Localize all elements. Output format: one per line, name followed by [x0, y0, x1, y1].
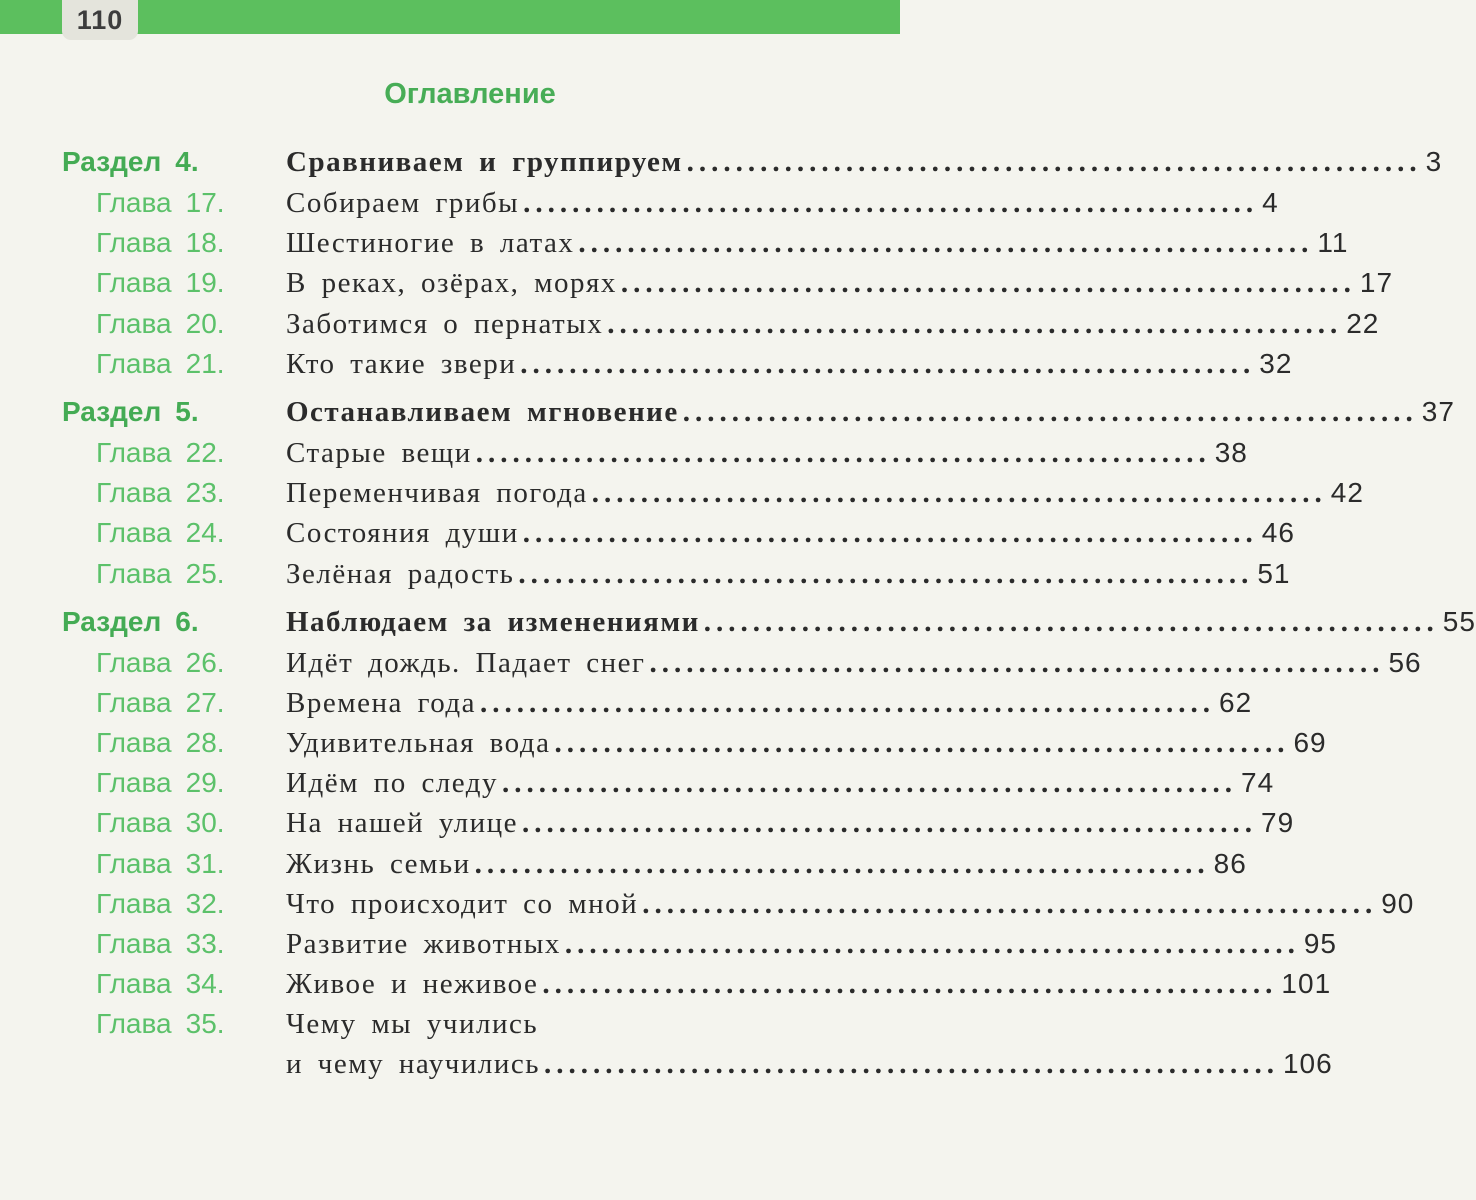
toc-entry — [286, 554, 1291, 594]
label-number: 29. — [185, 767, 225, 799]
entry-page-number: 11 — [1317, 227, 1349, 259]
toc-entry — [286, 924, 1337, 964]
label-number: 28. — [185, 727, 225, 759]
dot-leader: ............................................................ — [591, 477, 1327, 510]
label-number: 21. — [185, 347, 225, 379]
toc-chapter-row — [0, 304, 1380, 344]
page-number: 110 — [76, 4, 124, 35]
toc-entry — [286, 223, 1349, 263]
dot-leader: ............................................................ — [502, 767, 1238, 800]
toc-section-row — [0, 392, 1455, 433]
label-word: Глава — [96, 767, 172, 799]
entry-title-line1: Чему мы учились — [286, 1008, 539, 1041]
toc-chapter-row — [0, 554, 1291, 594]
toc-section-row — [0, 142, 1443, 183]
entry-page-number: 69 — [1293, 727, 1327, 759]
chapter-label — [96, 183, 225, 223]
toc-chapter-row — [0, 513, 1295, 553]
label-word: Глава — [96, 267, 172, 299]
label-number: 34. — [185, 968, 225, 1000]
entry-title: Переменчивая погода — [286, 477, 588, 510]
toc-chapter-row — [0, 473, 1364, 513]
entry-title: В реках, озёрах, морях — [286, 267, 617, 300]
label-number: 31. — [185, 847, 225, 879]
dot-leader: ............................................................ — [480, 686, 1216, 719]
label-number: 5. — [175, 395, 199, 427]
chapter-label — [96, 683, 225, 723]
dot-leader: ............................................................ — [520, 347, 1256, 380]
label-number: 30. — [185, 807, 225, 839]
entry-page-number: 74 — [1241, 767, 1275, 799]
dot-leader: ............................................................ — [522, 807, 1258, 840]
entry-page-number: 79 — [1261, 807, 1295, 839]
label-word: Глава — [96, 646, 172, 678]
entry-title: Шестиногие в латах — [286, 227, 575, 260]
label-number: 25. — [185, 557, 225, 589]
label-number: 33. — [185, 928, 225, 959]
toc-entry — [286, 344, 1293, 384]
entry-page-number: 38 — [1214, 436, 1248, 468]
dot-leader: ............................................................ — [686, 146, 1422, 178]
entry-title: Времена года — [286, 686, 477, 719]
toc-entry — [286, 964, 1332, 1004]
entry-title: Живое и неживое — [286, 968, 539, 1001]
entry-title: и чему научились — [286, 1048, 540, 1081]
entry-title: Состояния души — [286, 517, 519, 550]
label-word: Глава — [96, 436, 172, 468]
entry-page-number: 4 — [1262, 187, 1279, 218]
label-number: 4. — [175, 146, 199, 177]
toc-chapter-row — [0, 884, 1415, 924]
label-word: Глава — [96, 477, 172, 509]
entry-page-number: 55 — [1442, 605, 1476, 637]
entry-page-number: 56 — [1388, 646, 1422, 678]
label-word: Глава — [96, 847, 172, 879]
label-word: Глава — [96, 968, 172, 1000]
toc-entry — [286, 602, 1476, 642]
toc-entry — [286, 392, 1455, 432]
entry-page-number: 32 — [1259, 347, 1293, 379]
entry-page-number: 46 — [1261, 517, 1295, 549]
label-number: 23. — [185, 477, 225, 509]
label-word: Глава — [96, 557, 172, 589]
chapter-label — [96, 643, 225, 683]
entry-title: Идём по следу — [286, 767, 499, 800]
chapter-label — [96, 513, 225, 553]
table-of-contents — [0, 142, 1476, 1084]
section-label — [62, 602, 199, 642]
dot-leader: ............................................................ — [607, 307, 1343, 340]
toc-section-row — [0, 602, 1476, 643]
label-number: 20. — [185, 307, 225, 339]
label-number: 24. — [185, 517, 225, 549]
toc-entry — [286, 304, 1380, 344]
entry-title: На нашей улице — [286, 807, 519, 840]
toc-entry — [286, 142, 1443, 182]
label-number: 22. — [185, 436, 225, 468]
label-word: Глава — [96, 887, 172, 919]
label-word: Глава — [96, 347, 172, 379]
toc-chapter-row — [0, 643, 1422, 683]
entry-title: Собираем грибы — [286, 187, 520, 219]
toc-chapter-row — [0, 1004, 1333, 1084]
toc-chapter-row — [0, 803, 1295, 843]
entry-page-number: 17 — [1359, 267, 1394, 299]
entry-page-number: 22 — [1346, 307, 1380, 339]
chapter-label — [96, 803, 225, 843]
toc-chapter-row — [0, 723, 1327, 763]
label-word: Глава — [96, 227, 172, 259]
label-word: Глава — [96, 727, 172, 759]
toc-entry — [286, 643, 1422, 683]
label-number: 6. — [175, 605, 199, 637]
dot-leader: ............................................................ — [522, 517, 1258, 550]
chapter-label — [96, 763, 225, 803]
dot-leader: ............................................................ — [523, 187, 1259, 219]
page-number-tab — [62, 0, 138, 40]
label-number: 19. — [185, 267, 225, 299]
entry-title: Развитие животных — [286, 928, 561, 960]
toc-entry — [286, 183, 1279, 223]
page-title: Оглавление — [384, 78, 556, 110]
entry-title: Зелёная радость — [286, 557, 515, 590]
label-word: Раздел — [62, 605, 162, 637]
label-word: Глава — [96, 187, 172, 218]
dot-leader: ............................................................ — [578, 227, 1314, 260]
entry-page-number: 90 — [1381, 887, 1415, 919]
section-label — [62, 142, 199, 182]
chapter-label — [96, 473, 225, 513]
entry-page-number: 51 — [1257, 557, 1291, 589]
toc-chapter-row — [0, 433, 1248, 473]
label-word: Глава — [96, 517, 172, 549]
label-word: Раздел — [62, 146, 162, 177]
dot-leader: ............................................................ — [682, 395, 1418, 428]
entry-title: Удивительная вода — [286, 727, 551, 760]
entry-page-number: 86 — [1213, 847, 1247, 879]
toc-chapter-row — [0, 223, 1349, 263]
toc-entry — [286, 884, 1415, 924]
toc-entry — [286, 263, 1394, 303]
chapter-label — [96, 924, 225, 964]
dot-leader: ............................................................ — [474, 847, 1210, 880]
entry-page-number: 3 — [1425, 146, 1443, 177]
section-label — [62, 392, 199, 432]
label-word: Глава — [96, 1008, 172, 1040]
label-word: Глава — [96, 307, 172, 339]
dot-leader: ............................................................ — [649, 646, 1385, 679]
label-number: 18. — [185, 227, 225, 259]
chapter-label — [96, 263, 225, 303]
chapter-label — [96, 844, 225, 884]
entry-title: Наблюдаем за изменениями — [286, 605, 700, 638]
dot-leader: ............................................................ — [518, 557, 1254, 590]
entry-title: Останавливаем мгновение — [286, 395, 679, 428]
toc-chapter-row — [0, 924, 1337, 964]
chapter-label — [96, 433, 225, 473]
toc-entry — [286, 513, 1295, 553]
chapter-label — [96, 304, 225, 344]
dot-leader: ............................................................ — [554, 727, 1290, 760]
entry-title: Сравниваем и группируем — [286, 146, 683, 178]
toc-entry — [286, 844, 1247, 884]
dot-leader: ............................................................ — [564, 928, 1300, 960]
toc-chapter-row — [0, 183, 1279, 223]
entry-page-number: 62 — [1219, 686, 1253, 718]
label-number: 17. — [185, 187, 225, 218]
entry-title: Заботимся о пернатых — [286, 307, 604, 340]
entry-page-number: 95 — [1303, 928, 1337, 959]
toc-entry — [286, 723, 1327, 763]
label-number: 32. — [185, 887, 225, 919]
chapter-label — [96, 223, 225, 263]
toc-chapter-row — [0, 844, 1247, 884]
toc-chapter-row — [0, 964, 1332, 1004]
toc-entry — [286, 473, 1364, 513]
entry-title: Что происходит со мной — [286, 887, 639, 920]
dot-leader: ............................................................ — [620, 267, 1356, 300]
entry-title: Кто такие звери — [286, 347, 517, 380]
toc-entry — [286, 803, 1295, 843]
toc-entry — [286, 763, 1275, 803]
chapter-label — [96, 723, 225, 763]
entry-title: Старые вещи — [286, 436, 472, 469]
label-number: 27. — [185, 686, 225, 718]
label-word: Глава — [96, 807, 172, 839]
label-word: Глава — [96, 686, 172, 718]
dot-leader: ............................................................ — [703, 605, 1439, 638]
toc-entry — [286, 433, 1248, 473]
label-word: Глава — [96, 928, 172, 959]
entry-page-number: 106 — [1282, 1048, 1333, 1080]
entry-page-number: 42 — [1330, 477, 1364, 509]
chapter-label — [96, 1004, 225, 1044]
label-number: 35. — [185, 1008, 225, 1040]
entry-title: Жизнь семьи — [286, 847, 471, 880]
entry-page-number: 37 — [1421, 395, 1455, 427]
toc-chapter-row — [0, 763, 1275, 803]
entry-page-number: 101 — [1281, 968, 1332, 1000]
toc-chapter-row — [0, 344, 1293, 384]
toc-chapter-row — [0, 263, 1394, 303]
chapter-label — [96, 964, 225, 1004]
dot-leader: ............................................................ — [475, 436, 1211, 469]
chapter-label — [96, 344, 225, 384]
label-word: Раздел — [62, 395, 162, 427]
dot-leader: ............................................................ — [543, 1048, 1279, 1081]
dot-leader: ............................................................ — [642, 887, 1378, 920]
toc-chapter-row — [0, 683, 1253, 723]
entry-title: Идёт дождь. Падает снег — [286, 646, 646, 679]
dot-leader: ............................................................ — [542, 968, 1278, 1001]
toc-entry — [286, 1044, 1333, 1084]
chapter-label — [96, 554, 225, 594]
label-number: 26. — [185, 646, 225, 678]
toc-entry — [286, 683, 1253, 723]
chapter-label — [96, 884, 225, 924]
